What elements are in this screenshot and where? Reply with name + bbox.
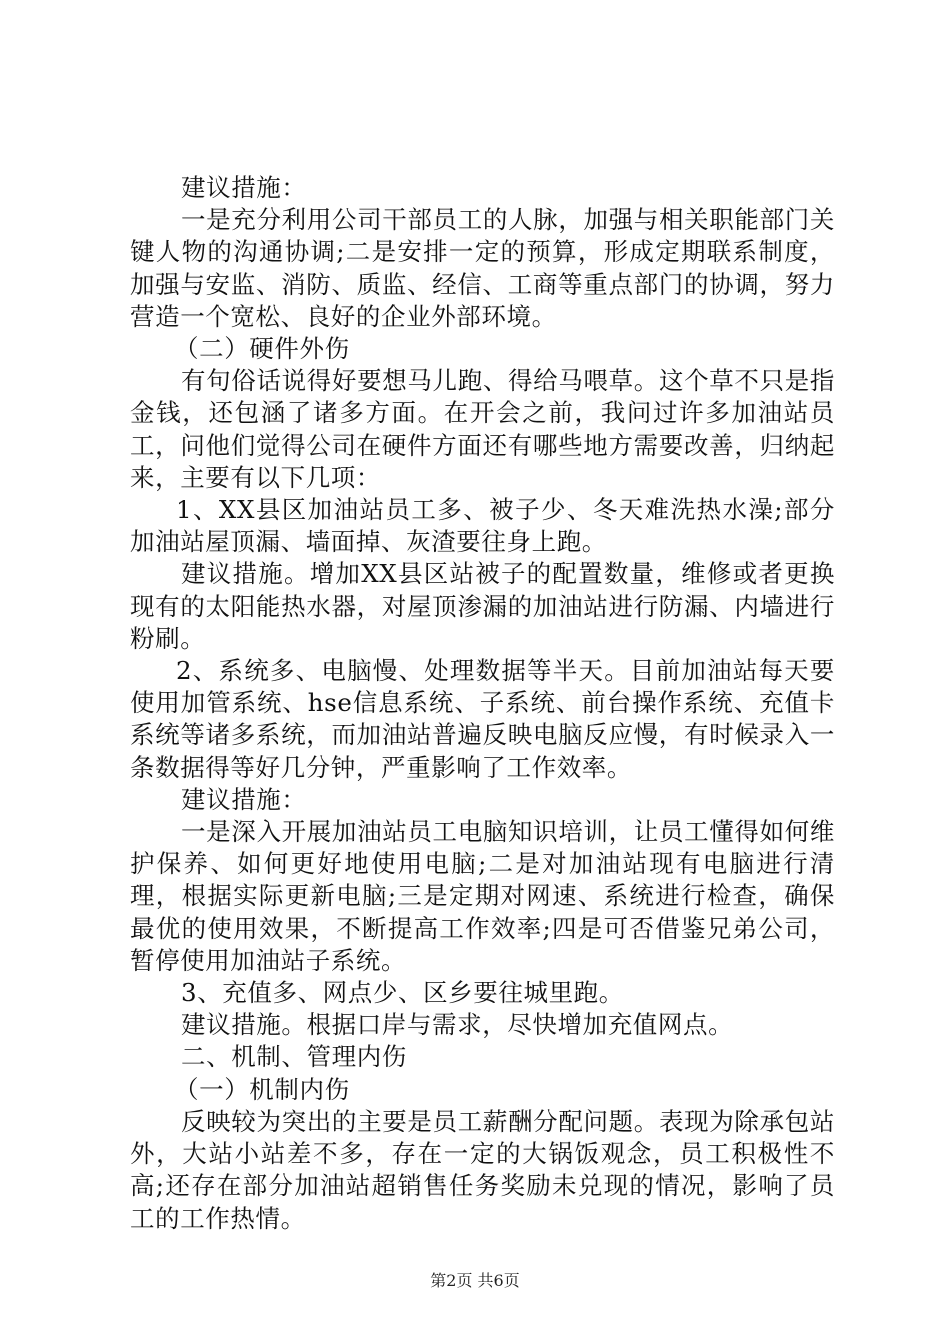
subsection-heading-mechanism: （一）机制内伤 <box>174 1074 350 1104</box>
document-body <box>130 172 835 1235</box>
paragraph-salary: 反映较为突出的主要是员工薪酬分配问题。表现为除承包站外，大站小站差不多，存在一定的大锅饭观念，员工积极性不高;还存在部分加油站超销售任务奖励未兑现的情况，影响了员工的工作热情。 <box>130 1106 835 1233</box>
paragraph-suggestion-3: 一是深入开展加油站员工电脑知识培训，让员工懂得如何维护保养、如何更好地使用电脑;二是对加油站现有电脑进行清理，根据实际更新电脑;三是定期对网速、系统进行检查，确保最优的使用效果，不断提高工作效率;四是可否借鉴兄弟公司，暂停使用加油站子系统。 <box>130 817 835 975</box>
paragraph-suggestion-2: 建议措施。增加XX县区站被子的配置数量，维修或者更换现有的太阳能热水器，对屋顶渗漏的加油站进行防漏、内墙进行粉刷。 <box>130 559 835 653</box>
paragraph-item-3: 3、充值多、网点少、区乡要往城里跑。 <box>181 978 624 1008</box>
paragraph-suggestion-heading-2: 建议措施： <box>181 784 307 814</box>
paragraph-suggestion-heading: 建议措施： <box>181 173 307 202</box>
section-heading-hardware: （二）硬件外伤 <box>174 334 350 364</box>
paragraph-suggestion-4: 建议措施。根据口岸与需求，尽快增加充值网点。 <box>181 1010 734 1040</box>
section-heading-mechanism: 二、机制、管理内伤 <box>181 1042 407 1072</box>
page-footer: 第2页 共6页 <box>430 1271 520 1290</box>
paragraph-proverb: 有句俗话说得好要想马儿跑、得给马喂草。这个草不只是指金钱，还包涵了诸多方面。在开会之前，我问过许多加油站员工，问他们觉得公司在硬件方面还有哪些地方需要改善，归纳起来，主要有以下几项： <box>130 366 835 492</box>
paragraph-item-2: 2、系统多、电脑慢、处理数据等半天。目前加油站每天要使用加管系统、hse信息系统、子系统、前台操作系统、充值卡系统等诸多系统，而加油站普遍反映电脑反应慢，有时候录入一条数据得等好几分钟，严重影响了工作效率。 <box>130 656 835 782</box>
paragraph-suggestion-1: 一是充分利用公司干部员工的人脉，加强与相关职能部门关键人物的沟通协调;二是安排一定的预算，形成定期联系制度，加强与安监、消防、质监、经信、工商等重点部门的协调，努力营造一个宽松、良好的企业外部环境。 <box>130 205 835 331</box>
paragraph-item-1: 1、XX县区加油站员工多、被子少、冬天难洗热水澡;部分加油站屋顶漏、墙面掉、灰渣要往身上跑。 <box>130 495 835 557</box>
